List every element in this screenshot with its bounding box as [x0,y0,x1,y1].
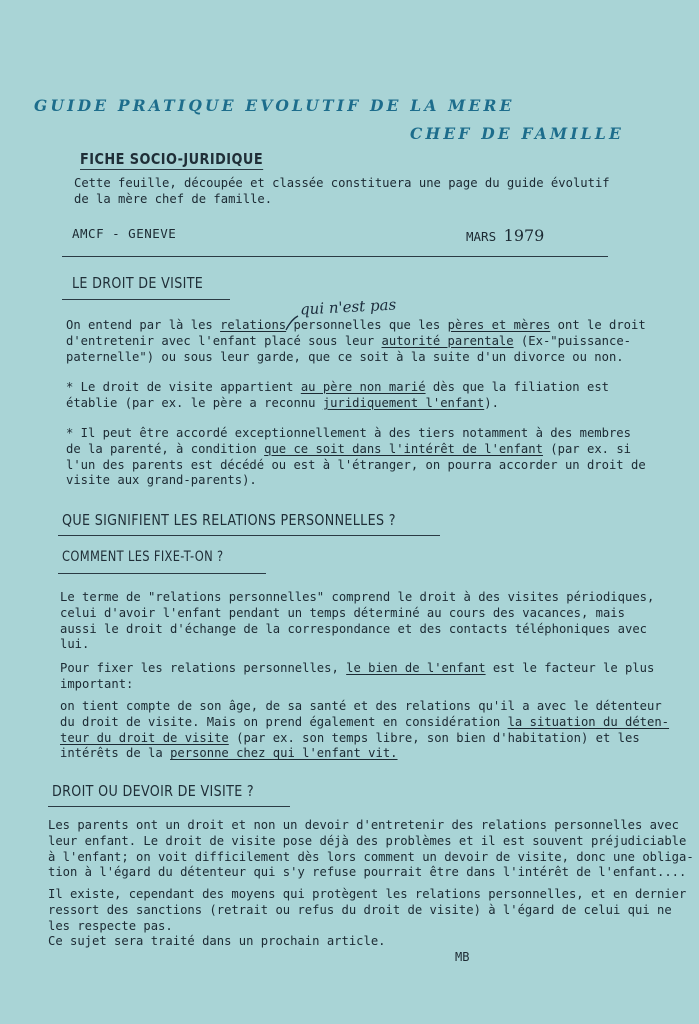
paragraph-bien-enfant [60,661,654,693]
text-line [60,746,669,762]
paragraph-criteres [60,699,669,762]
text-line [66,442,646,458]
underlined-text: juridiquement l'enfant [322,395,485,410]
text-run: dès que la filiation est [425,380,609,394]
author-initials: MB [455,950,470,964]
paragraph-pere-non-marie [66,380,609,412]
underlined-text: personne chez qui l'enfant vit. [170,746,398,761]
text-run: Pour fixer les relations personnelles, [60,661,347,675]
text-run: (Ex-"puissance- [513,333,631,348]
date-year: 1979 [503,226,545,245]
guide-title-line2: CHEF DE FAMILLE [410,124,624,143]
issue-date [466,226,544,245]
text-line [60,731,669,747]
paragraph-terme-relations [60,590,654,653]
section-underline [58,573,266,574]
text-line: tion à l'égard du détenteur qui s'y refuse pourrait être dans l'intérêt de l'enfant.... [48,865,687,880]
paragraph-definition [66,318,646,365]
text-line: celui d'avoir l'enfant pendant un temps déterminé au cours des vacances, mais [60,605,625,620]
organization: AMCF - GENEVE [72,226,177,241]
text-line: lui. [60,637,90,652]
text-line: on tient compte de son âge, de sa santé et des relations qu'il a avec le détenteur [60,699,662,713]
intro-line: Cette feuille, découpée et classée constituera une page du guide évolutif [74,176,610,190]
text-line: à l'enfant; on voit difficilement dès lors comment un devoir de visite, donc une obliga- [48,849,694,864]
text-line: visite aux grand-parents). [66,473,257,488]
fiche-title: FICHE SOCIO-JURIDIQUE [80,150,264,168]
section-underline [48,806,290,807]
section-underline [58,535,440,536]
date-month: MARS [466,229,497,244]
text-run: d'entretenir avec l'enfant placé sous leur [66,333,382,348]
text-run: de la parenté, à condition [66,441,265,456]
text-run: * Le droit de visite appartient [66,380,301,394]
text-line: Il existe, cependant des moyens qui protègent les relations personnelles, et en dernier [48,887,687,901]
text-line [66,334,646,350]
text-line [60,661,654,677]
text-line: important: [60,676,134,691]
text-run: On entend par là les [66,318,221,332]
underlined-text: au père non marié [300,380,426,394]
text-run: (par ex. si [542,441,632,456]
paragraph-tiers [66,426,646,489]
text-run: ont le droit [550,318,646,332]
underlined-text: autorité parentale [381,333,514,348]
text-line: Le terme de "relations personnelles" comprend le droit à des visites périodiques, [60,590,655,604]
underlined-text: la situation du déten- [507,714,670,729]
text-line: ressort des sanctions (retrait ou refus du droit de visite) à l'égard de celui qui ne [48,902,672,917]
section-subtitle-comment-fixer: COMMENT LES FIXE-T-ON ? [62,549,224,565]
section-title-droit-de-visite: LE DROIT DE VISITE [72,274,204,292]
text-line: Ce sujet sera traité dans un prochain article. [48,934,386,949]
text-run: ). [484,395,499,410]
text-line [66,396,609,412]
underlined-text: relations [220,318,287,332]
paragraph-sanctions [48,887,686,950]
paragraph-droit-non-devoir [48,818,694,881]
text-line: l'un des parents est décédé ou est à l'étranger, on pourra accorder un droit de [66,457,646,472]
header-divider [62,256,608,257]
text-line: * Il peut être accordé exceptionnellement à des tiers notamment à des membres [66,426,631,440]
underlined-text: le bien de l'enfant [346,661,486,675]
text-line: aussi le droit d'échange de la correspondance et des contacts téléphoniques avec [60,621,647,636]
text-run: personnelles que les [286,318,448,332]
text-run: du droit de visite. Mais on prend également en considération [60,714,508,729]
handwritten-annotation: qui n'est pas [299,295,397,319]
text-run: établie (par ex. le père a reconnu [66,395,323,410]
guide-title-line1: GUIDE PRATIQUE EVOLUTIF DE LA MERE [34,96,515,115]
text-line [66,380,609,396]
section-title-relations-personnelles: QUE SIGNIFIENT LES RELATIONS PERSONNELLES ? [62,511,396,529]
text-line: paternelle") ou sous leur garde, que ce soit à la suite d'un divorce ou non. [66,349,624,364]
intro-text [74,176,634,207]
section-underline [62,299,230,300]
underlined-text: pères et mères [447,318,551,332]
text-line: Les parents ont un droit et non un devoir d'entretenir des relations personnelles avec [48,818,680,832]
intro-line: de la mère chef de famille. [74,191,273,206]
text-run: est le facteur le plus [485,661,655,675]
underlined-text: que ce soit dans l'intérêt de l'enfant [264,441,543,456]
text-line [66,318,646,334]
section-title-droit-ou-devoir: DROIT OU DEVOIR DE VISITE ? [52,782,254,800]
text-run: (par ex. son temps libre, son bien d'habitation) et les [228,730,640,745]
text-line [60,715,669,731]
text-run: intérêts de la [60,746,171,761]
text-line: leur enfant. Le droit de visite pose déjà des problèmes et il est souvent préjudiciable [48,833,687,848]
underlined-text: teur du droit de visite [60,730,229,745]
text-line: les respecte pas. [48,918,173,933]
